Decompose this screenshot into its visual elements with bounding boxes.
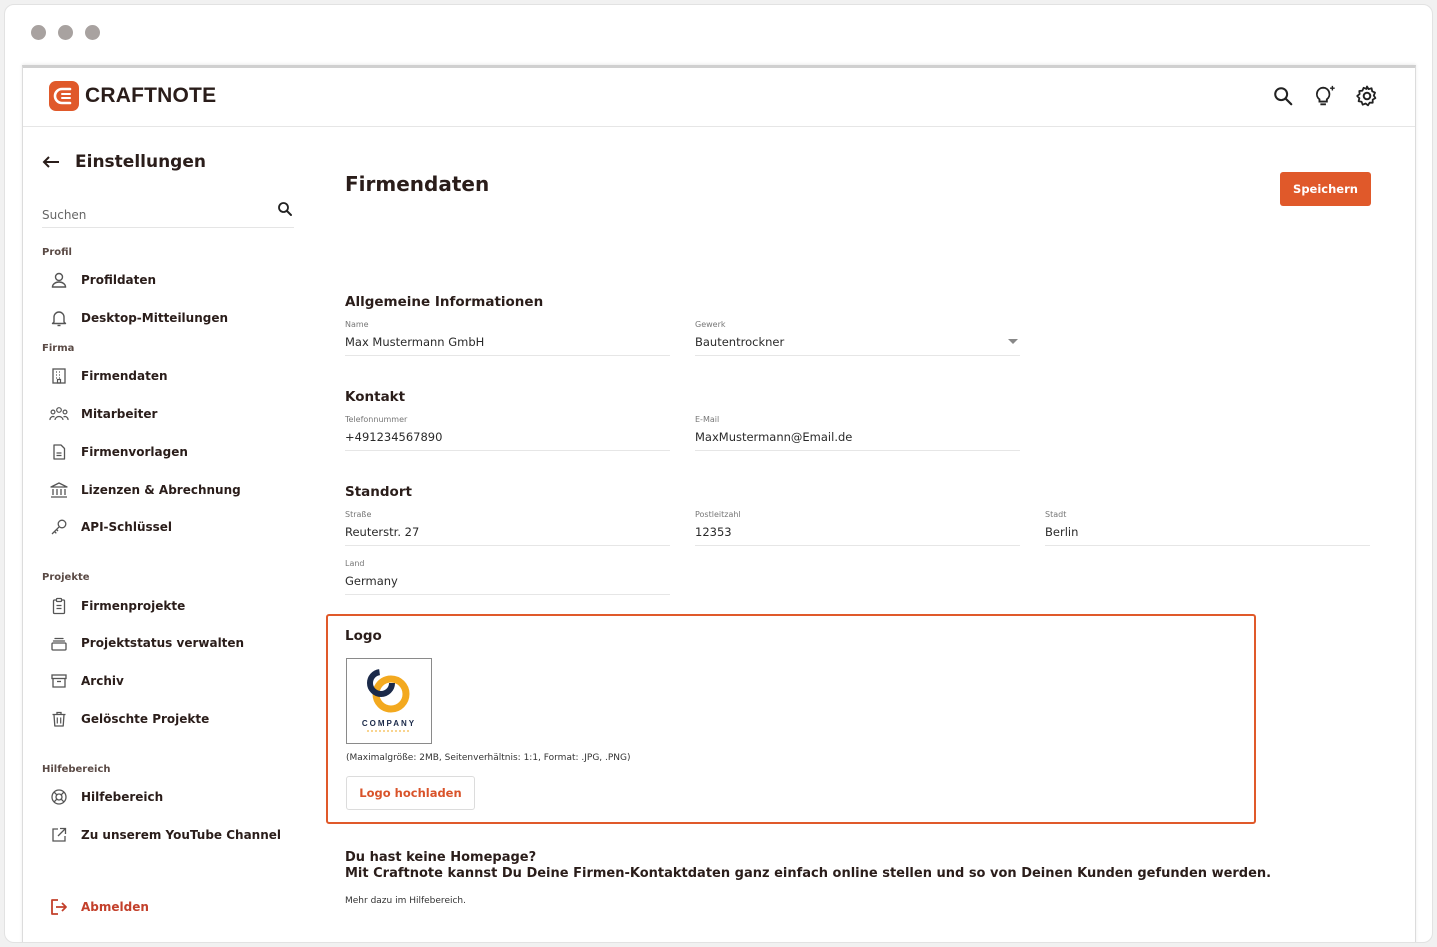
field-label: Straße [345,510,372,519]
field-label: Land [345,559,365,568]
company-logo-preview [346,658,432,744]
section-title-logo: Logo [345,628,382,644]
country-field[interactable] [345,559,670,595]
building-icon [49,366,69,386]
key-icon [49,517,69,537]
field-label: E-Mail [695,415,720,424]
sidebar-item-label: Firmendaten [81,369,168,383]
phone-field[interactable] [345,415,670,451]
document-icon [49,442,69,462]
save-button[interactable]: Speichern [1280,172,1371,206]
field-label: Name [345,320,369,329]
section-title-location: Standort [345,484,412,500]
sidebar-item-profildaten[interactable] [49,267,156,293]
sidebar-search [42,200,294,228]
clipboard-icon [49,596,69,616]
gear-icon[interactable] [1355,83,1379,109]
window-dot-close[interactable] [31,25,46,40]
sidebar-item-geloeschte-projekte[interactable] [49,706,209,732]
brand-logo[interactable] [49,81,216,111]
field-label: Gewerk [695,320,726,329]
zip-field[interactable] [695,510,1020,546]
section-title-general: Allgemeine Informationen [345,294,544,310]
sidebar-item-label: Firmenvorlagen [81,445,188,459]
sidebar-item-label: Desktop-Mitteilungen [81,311,229,325]
logo-section [326,614,1256,824]
field-value: Germany [345,574,398,588]
field-value: +491234567890 [345,430,443,444]
sidebar-item-hilfebereich[interactable] [49,784,163,810]
stack-icon [49,633,69,653]
field-label: Telefonnummer [345,415,408,424]
sidebar-item-label: Mitarbeiter [81,407,158,421]
upload-logo-button[interactable]: Logo hochladen [346,776,475,810]
company-logo-graphic [347,659,431,743]
sidebar-item-desktop-mitteilungen[interactable] [49,305,228,331]
sidebar-item-firmendaten[interactable] [49,363,168,389]
sidebar-item-label: Gelöschte Projekte [81,712,210,726]
homepage-promo-line2: Mit Craftnote kannst Du Deine Firmen-Kontaktdaten ganz einfach online stellen und so von Deinen Kunden gefunden werden. [345,866,1272,881]
search-icon[interactable] [1271,83,1295,109]
back-row [41,152,206,172]
window-dot-minimize[interactable] [58,25,73,40]
sidebar-item-lizenzen-abrechnung[interactable] [49,477,241,503]
window-dot-maximize[interactable] [85,25,100,40]
craftnote-logo-icon [49,81,79,111]
sidebar-item-label: Archiv [81,674,124,688]
archive-icon [49,671,69,691]
section-title-contact: Kontakt [345,389,406,405]
logout-label: Abmelden [81,900,149,914]
bell-icon [49,308,69,328]
field-label: Postleitzahl [695,510,741,519]
field-value: Reuterstr. 27 [345,525,420,539]
lightbulb-icon[interactable] [1313,83,1337,109]
field-value: Bautentrockner [695,335,785,349]
top-actions [1271,83,1379,109]
external-link-icon [49,825,69,845]
logout-button[interactable] [49,894,149,920]
name-field[interactable] [345,320,670,356]
city-field[interactable] [1045,510,1370,546]
sidebar-item-api-schluessel[interactable] [49,514,172,540]
sidebar-item-label: Zu unserem YouTube Channel [81,828,282,842]
group-label-profil: Profil [42,247,72,258]
email-field[interactable] [695,415,1020,451]
logout-icon [49,897,69,917]
company-logo-text: COMPANY [361,719,417,728]
arrow-left-icon[interactable] [41,154,61,170]
sidebar-item-archiv[interactable] [49,668,124,694]
sidebar-item-label: Lizenzen & Abrechnung [81,483,241,497]
sidebar-item-projektstatus-verwalten[interactable] [49,630,244,656]
team-icon [49,404,69,424]
search-icon[interactable] [276,200,294,218]
homepage-promo-line1: Du hast keine Homepage? [345,850,537,865]
field-value: Max Mustermann GmbH [345,335,485,349]
logo-requirements: (Maximalgröße: 2MB, Seitenverhältnis: 1:1, Format: .JPG, .PNG) [346,753,631,763]
sidebar-title: Einstellungen [75,152,206,172]
window-controls [31,25,100,40]
sidebar-item-label: API-Schlüssel [81,520,173,534]
main-content [313,128,1416,943]
browser-window [4,4,1433,943]
field-value: 12353 [695,525,732,539]
sidebar-item-firmenvorlagen[interactable] [49,439,188,465]
street-field[interactable] [345,510,670,546]
sidebar-item-firmenprojekte[interactable] [49,593,185,619]
sidebar-item-label: Projektstatus verwalten [81,636,245,650]
lifebuoy-icon [49,787,69,807]
search-input[interactable] [42,208,262,222]
bank-icon [49,480,69,500]
top-bar [23,68,1415,127]
caret-down-icon [1008,339,1018,344]
field-value: Berlin [1045,525,1079,539]
trash-icon [49,709,69,729]
field-label: Stadt [1045,510,1067,519]
sidebar-item-label: Firmenprojekte [81,599,186,613]
person-icon [49,270,69,290]
field-value: MaxMustermann@Email.de [695,430,853,444]
group-label-hilfebereich: Hilfebereich [42,764,111,775]
sidebar-item-mitarbeiter[interactable] [49,401,157,427]
group-label-projekte: Projekte [42,572,90,583]
sidebar-item-label: Hilfebereich [81,790,164,804]
sidebar-item-label: Profildaten [81,273,157,287]
group-label-firma: Firma [42,343,75,354]
brand-name: CRAFTNOTE [85,84,217,107]
homepage-promo [345,850,1271,882]
page-title: Firmendaten [345,172,490,196]
help-link[interactable]: Mehr dazu im Hilfebereich. [345,896,466,906]
settings-sidebar [23,128,313,943]
sidebar-item-youtube-channel[interactable] [49,822,281,848]
trade-select[interactable] [695,320,1020,356]
app-frame [22,65,1416,943]
